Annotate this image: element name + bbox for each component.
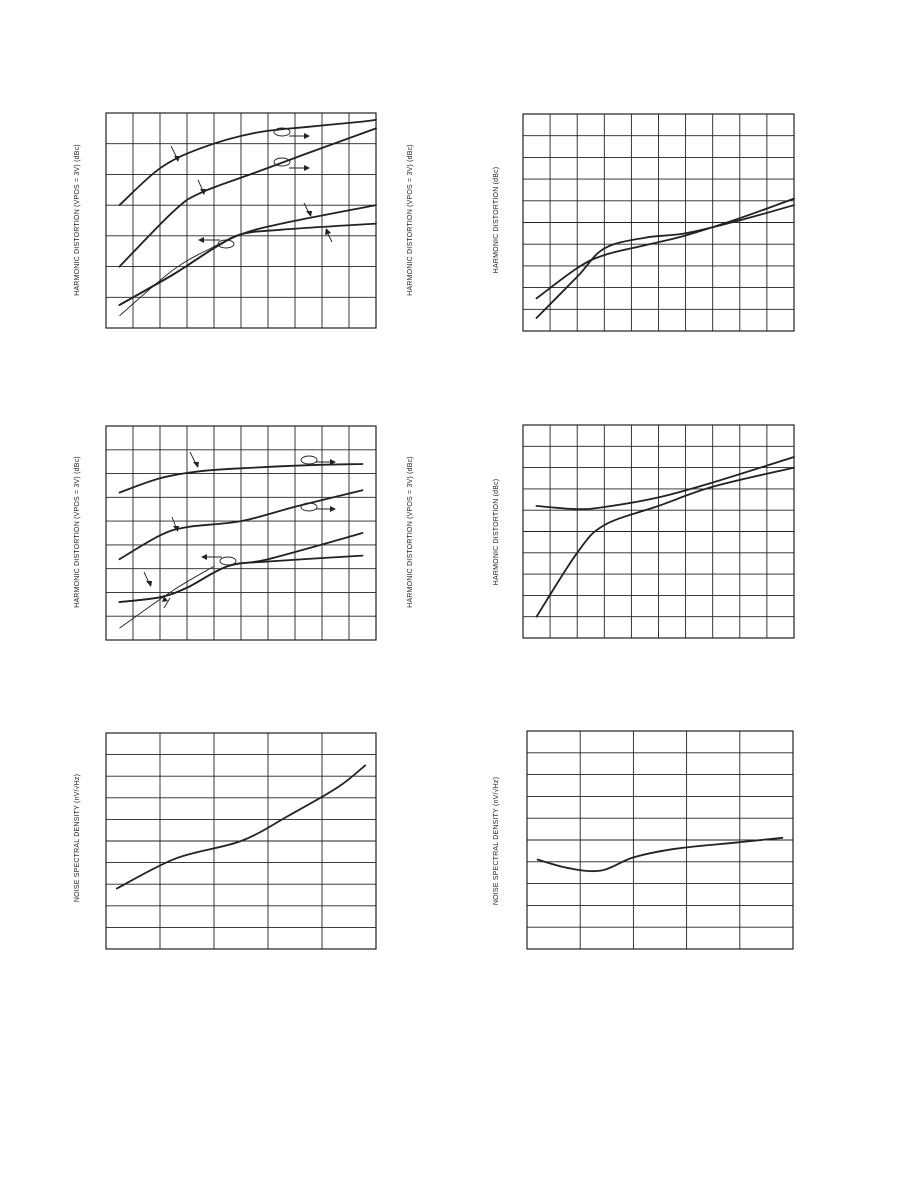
hd-chart-1-series-4 — [120, 205, 377, 305]
hd-chart-4-series-2 — [537, 468, 795, 617]
hd-chart-3-series-5 — [120, 566, 215, 628]
noise-chart-1-series-1 — [117, 765, 365, 888]
hd-chart-2-grid — [523, 114, 794, 331]
ylabel-chart-2-left: HARMONIC DISTORTION (VPOS = 3V) (dBc) — [407, 144, 414, 296]
hd-chart-4-series-1 — [537, 457, 795, 509]
hd-chart-2 — [523, 114, 794, 331]
hd-chart-4 — [523, 425, 794, 638]
hd-chart-4-grid — [523, 425, 794, 638]
noise-chart-2 — [527, 731, 793, 949]
ylabel-chart-4-left: HARMONIC DISTORTION (VPOS = 3V) (dBc) — [407, 456, 414, 608]
noise-chart-2-series-1 — [538, 838, 783, 871]
hd-chart-3-grid — [106, 426, 376, 640]
hd-chart-2-series-1 — [537, 199, 795, 299]
ylabel-chart-2: HARMONIC DISTORTION (dBc) — [493, 166, 500, 274]
hd-chart-1-series-2 — [120, 128, 377, 266]
hd-chart-2-series-2 — [537, 205, 795, 318]
noise-chart-1 — [106, 733, 376, 949]
ylabel-chart-4: HARMONIC DISTORTION (dBc) — [493, 478, 500, 586]
hd-chart-1 — [106, 113, 376, 328]
ylabel-noise-chart-1: NOISE SPECTRAL DENSITY (nV/√Hz) — [74, 773, 81, 903]
ylabel-noise-chart-2: NOISE SPECTRAL DENSITY (nV/√Hz) — [493, 776, 500, 906]
hd-chart-1-grid — [106, 113, 376, 328]
ylabel-chart-3: HARMONIC DISTORTION (VPOS = 3V) (dBc) — [74, 456, 81, 608]
hd-chart-1-series-1 — [120, 120, 377, 205]
hd-chart-3 — [106, 426, 376, 640]
ylabel-chart-1: HARMONIC DISTORTION (VPOS = 3V) (dBc) — [74, 144, 81, 296]
